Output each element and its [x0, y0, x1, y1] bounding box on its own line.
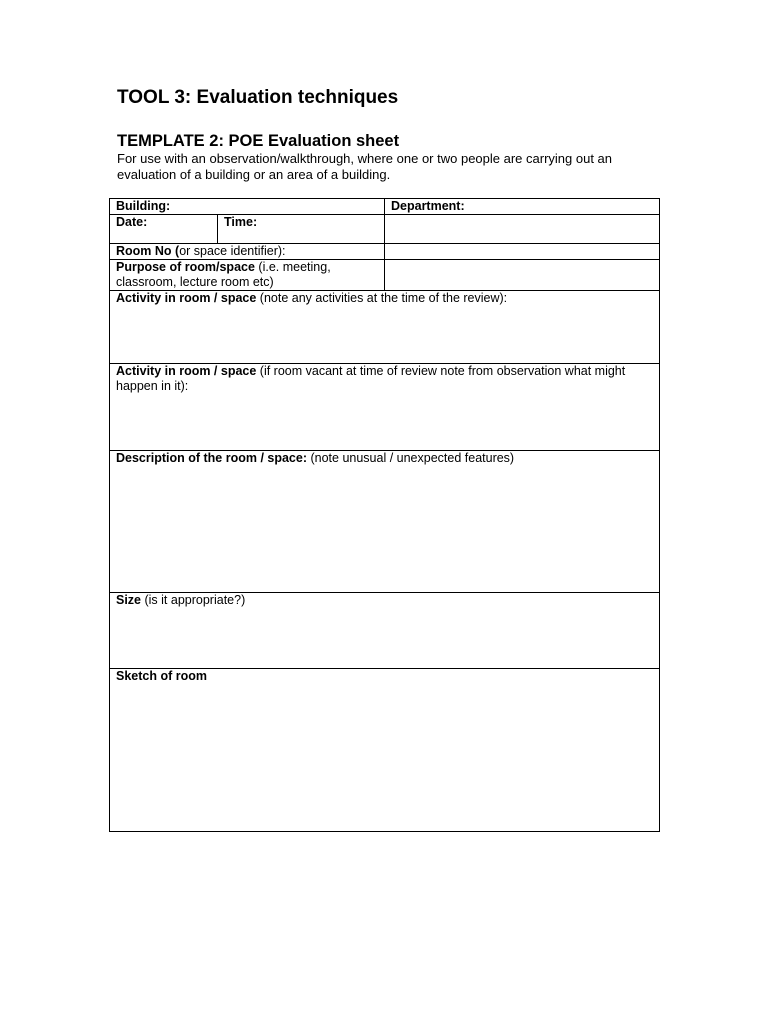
size-field[interactable]	[110, 593, 660, 669]
size-label: Size	[116, 593, 142, 607]
purpose-value-field[interactable]	[385, 260, 660, 291]
date-field[interactable]	[110, 215, 218, 244]
sketch-label: Sketch of room	[116, 669, 207, 683]
activity-vacant-field[interactable]	[110, 364, 660, 451]
date-time-extra-field[interactable]	[385, 215, 660, 244]
description-label: Description of the room / space:	[116, 451, 308, 465]
intro-text: For use with an observation/walkthrough, where one or two people are carrying out an evaluation of a building or an area of a building.	[117, 151, 613, 182]
description-field[interactable]	[110, 451, 660, 593]
evaluation-form-table	[109, 198, 660, 832]
room-no-value-field[interactable]	[385, 244, 660, 260]
time-field[interactable]	[218, 215, 385, 244]
room-no-label: Room No (	[116, 244, 180, 258]
building-label: Building:	[116, 199, 171, 213]
room-no-field[interactable]	[110, 244, 385, 260]
template-title: TEMPLATE 2: POE Evaluation sheet	[117, 132, 400, 150]
size-note: (is it appropriate?)	[141, 593, 246, 607]
room-no-note: or space identifier):	[179, 244, 286, 258]
activity-field[interactable]	[110, 291, 660, 364]
activity-label: Activity in room / space	[116, 291, 257, 305]
activity-vacant-note: (if room vacant at time of review note from observation what might happen in it):	[116, 364, 626, 393]
activity-vacant-label: Activity in room / space	[116, 364, 257, 378]
activity-note: (note any activities at the time of the review):	[256, 291, 508, 305]
date-label: Date:	[116, 215, 148, 229]
department-field[interactable]	[385, 199, 660, 215]
description-note: (note unusual / unexpected features)	[307, 451, 515, 465]
building-field[interactable]	[110, 199, 385, 215]
purpose-field[interactable]	[110, 260, 385, 291]
tool-title: TOOL 3: Evaluation techniques	[117, 87, 399, 108]
purpose-note: (i.e. meeting, classroom, lecture room etc)	[116, 260, 331, 289]
time-label: Time:	[224, 215, 258, 229]
department-label: Department:	[391, 199, 465, 213]
purpose-label: Purpose of room/space	[116, 260, 255, 274]
sketch-field[interactable]	[110, 669, 660, 832]
